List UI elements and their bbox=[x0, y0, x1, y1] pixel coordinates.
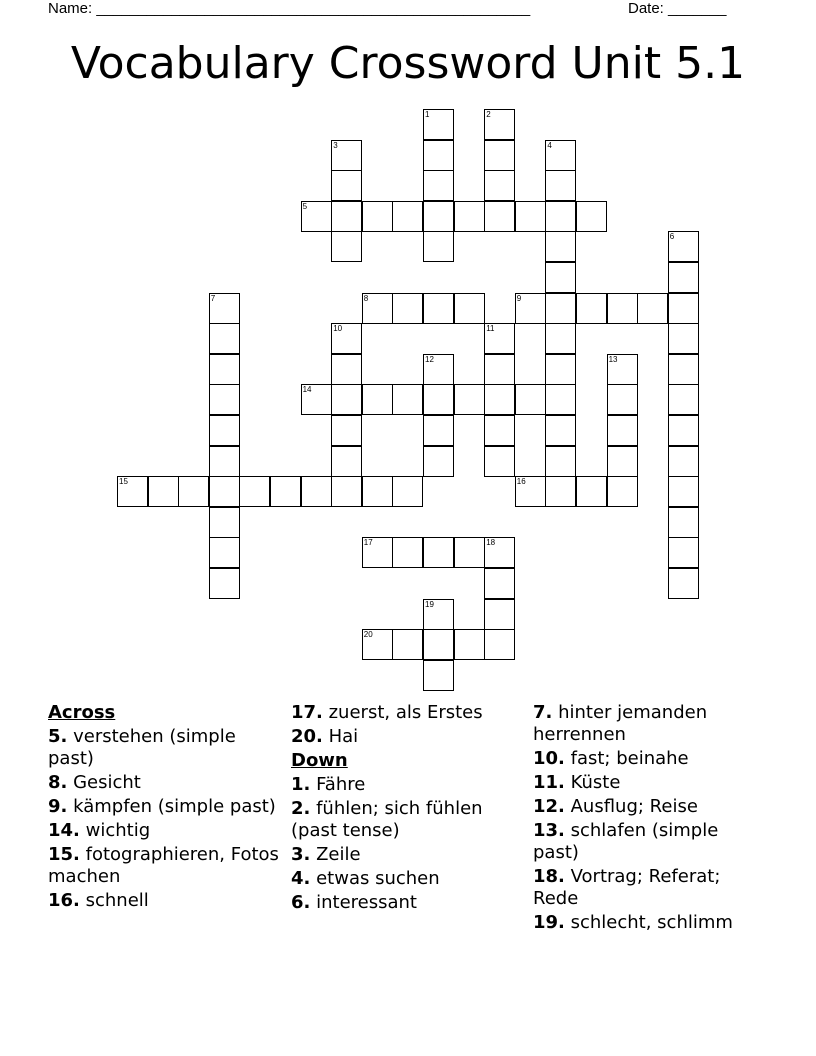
clue-number: 8 bbox=[363, 293, 369, 303]
across-clue bbox=[48, 796, 280, 818]
grid-cell[interactable] bbox=[484, 629, 515, 660]
clue-number: 13 bbox=[608, 354, 618, 364]
grid-cell[interactable] bbox=[331, 231, 362, 262]
grid-cell[interactable] bbox=[607, 293, 638, 324]
page-title: Vocabulary Crossword Unit 5.1 bbox=[70, 38, 746, 89]
clue-number: 3. bbox=[291, 844, 311, 865]
grid-cell[interactable] bbox=[484, 537, 515, 568]
grid-cell[interactable] bbox=[331, 201, 362, 232]
grid-cell[interactable] bbox=[301, 476, 332, 507]
clue-number: 20. bbox=[291, 726, 323, 747]
grid-cell[interactable] bbox=[668, 354, 699, 385]
grid-cell[interactable] bbox=[209, 323, 240, 354]
clue-number: 1. bbox=[291, 774, 311, 795]
grid-cell[interactable] bbox=[545, 170, 576, 201]
grid-cell[interactable] bbox=[331, 354, 362, 385]
across-clue bbox=[291, 702, 523, 724]
grid-cell[interactable] bbox=[331, 446, 362, 477]
down-clue bbox=[291, 798, 523, 842]
clue-number: 19 bbox=[425, 599, 434, 609]
grid-cell[interactable] bbox=[545, 140, 576, 171]
grid-cell[interactable] bbox=[423, 446, 454, 477]
clue-text: verstehen (simple past) bbox=[48, 726, 236, 769]
clue-number: 1 bbox=[425, 110, 430, 119]
clue-text: Fähre bbox=[310, 774, 366, 795]
grid-cell[interactable] bbox=[668, 476, 699, 507]
grid-cell[interactable] bbox=[148, 476, 179, 507]
across-clue bbox=[48, 820, 280, 842]
grid-cell[interactable] bbox=[423, 629, 454, 660]
grid-cell[interactable] bbox=[362, 476, 393, 507]
clue-text: zuerst, als Erstes bbox=[322, 702, 483, 723]
clue-number: 4. bbox=[291, 868, 311, 889]
grid-cell[interactable] bbox=[515, 476, 546, 507]
clue-text: hinter jemanden herrennen bbox=[533, 702, 708, 745]
grid-cell[interactable] bbox=[423, 415, 454, 446]
clue-number: 12. bbox=[533, 796, 565, 817]
grid-cell[interactable] bbox=[362, 201, 393, 232]
grid-cell[interactable] bbox=[484, 415, 515, 446]
clues-column-1 bbox=[48, 702, 280, 914]
grid-cell[interactable] bbox=[607, 476, 638, 507]
clue-number: 19. bbox=[533, 912, 565, 933]
down-clue-list bbox=[291, 774, 523, 914]
clue-number: 17. bbox=[291, 702, 323, 723]
clue-text: Küste bbox=[564, 772, 621, 793]
clue-number: 2 bbox=[486, 110, 491, 119]
down-clue bbox=[533, 748, 765, 770]
grid-cell[interactable] bbox=[454, 384, 485, 415]
clue-number: 14. bbox=[48, 820, 80, 841]
clue-number: 14 bbox=[302, 385, 312, 395]
clue-number: 18 bbox=[486, 538, 496, 548]
clue-number: 3 bbox=[333, 140, 338, 150]
grid-cell[interactable] bbox=[331, 384, 362, 415]
clue-number: 11. bbox=[533, 772, 565, 793]
grid-cell[interactable] bbox=[423, 354, 454, 385]
date-label: Date: bbox=[628, 0, 664, 17]
grid-cell[interactable] bbox=[637, 293, 668, 324]
down-clue bbox=[291, 868, 523, 890]
grid-cell[interactable] bbox=[576, 476, 607, 507]
grid-cell[interactable] bbox=[423, 201, 454, 232]
grid-cell[interactable] bbox=[545, 231, 576, 262]
clue-number: 5. bbox=[48, 726, 68, 747]
grid-cell[interactable] bbox=[239, 476, 270, 507]
grid-cell[interactable] bbox=[392, 476, 423, 507]
grid-cell[interactable] bbox=[331, 415, 362, 446]
down-clue bbox=[533, 702, 765, 746]
down-clue-list-continued bbox=[533, 702, 765, 934]
grid-cell[interactable] bbox=[607, 415, 638, 446]
grid-cell[interactable] bbox=[576, 201, 607, 232]
grid-cell[interactable] bbox=[209, 476, 240, 507]
grid-cell[interactable] bbox=[668, 507, 699, 538]
grid-cell[interactable] bbox=[454, 629, 485, 660]
grid-cell[interactable] bbox=[545, 476, 576, 507]
grid-cell[interactable] bbox=[209, 568, 240, 599]
grid-cell[interactable] bbox=[545, 201, 576, 232]
clue-number: 11 bbox=[486, 324, 495, 334]
clue-number: 17 bbox=[363, 538, 373, 548]
clue-text: interessant bbox=[310, 892, 417, 913]
grid-cell[interactable] bbox=[668, 293, 699, 324]
grid-cell[interactable] bbox=[301, 384, 332, 415]
grid-cell[interactable] bbox=[423, 231, 454, 262]
grid-cell[interactable] bbox=[331, 140, 362, 171]
across-heading: Across bbox=[48, 702, 116, 723]
grid-cell[interactable] bbox=[545, 323, 576, 354]
clue-text: kämpfen (simple past) bbox=[67, 796, 276, 817]
clue-text: Hai bbox=[322, 726, 359, 747]
across-clue bbox=[291, 726, 523, 748]
down-clue bbox=[533, 912, 765, 934]
grid-cell[interactable] bbox=[362, 537, 393, 568]
clue-number: 5 bbox=[302, 201, 308, 211]
grid-cell[interactable] bbox=[484, 201, 515, 232]
clue-number: 18. bbox=[533, 866, 565, 887]
grid-cell[interactable] bbox=[423, 140, 454, 171]
clue-number: 9 bbox=[516, 293, 522, 303]
grid-cell[interactable] bbox=[362, 293, 393, 324]
grid-cell[interactable] bbox=[515, 201, 546, 232]
grid-cell[interactable] bbox=[545, 354, 576, 385]
grid-cell[interactable] bbox=[392, 629, 423, 660]
grid-cell[interactable] bbox=[209, 293, 240, 324]
clue-text: Zeile bbox=[310, 844, 361, 865]
grid-cell[interactable] bbox=[545, 446, 576, 477]
clue-text: fühlen; sich fühlen (past tense) bbox=[291, 798, 483, 841]
grid-cell[interactable] bbox=[668, 384, 699, 415]
grid-cell[interactable] bbox=[178, 476, 209, 507]
clue-number: 9. bbox=[48, 796, 68, 817]
grid-cell[interactable] bbox=[484, 354, 515, 385]
grid-cell[interactable] bbox=[117, 476, 148, 507]
across-clue-list bbox=[48, 726, 280, 912]
down-clue bbox=[533, 772, 765, 794]
grid-cell[interactable] bbox=[545, 384, 576, 415]
grid-cell[interactable] bbox=[209, 507, 240, 538]
down-clue bbox=[291, 844, 523, 866]
grid-cell[interactable] bbox=[331, 170, 362, 201]
grid-cell[interactable] bbox=[668, 262, 699, 293]
grid-cell[interactable] bbox=[576, 293, 607, 324]
grid-cell[interactable] bbox=[484, 170, 515, 201]
grid-cell[interactable] bbox=[484, 446, 515, 477]
clue-text: schlecht, schlimm bbox=[564, 912, 733, 933]
clue-number: 20 bbox=[363, 630, 373, 640]
grid-cell[interactable] bbox=[668, 323, 699, 354]
grid-cell[interactable] bbox=[668, 537, 699, 568]
grid-cell[interactable] bbox=[484, 323, 515, 354]
grid-cell[interactable] bbox=[454, 293, 485, 324]
down-clue bbox=[533, 820, 765, 864]
grid-cell[interactable] bbox=[209, 446, 240, 477]
clue-text: Gesicht bbox=[67, 772, 141, 793]
clue-number: 15 bbox=[119, 477, 128, 487]
clue-text: Ausflug; Reise bbox=[564, 796, 698, 817]
grid-cell[interactable] bbox=[484, 109, 515, 140]
grid-cell[interactable] bbox=[331, 323, 362, 354]
grid-cell[interactable] bbox=[392, 293, 423, 324]
clue-number: 15. bbox=[48, 844, 80, 865]
grid-cell[interactable] bbox=[209, 354, 240, 385]
clue-number: 7. bbox=[533, 702, 553, 723]
down-clue bbox=[533, 866, 765, 910]
grid-cell[interactable] bbox=[454, 537, 485, 568]
grid-cell[interactable] bbox=[545, 262, 576, 293]
clue-text: schlafen (simple past) bbox=[533, 820, 719, 863]
grid-cell[interactable] bbox=[484, 568, 515, 599]
grid-cell[interactable] bbox=[392, 201, 423, 232]
grid-cell[interactable] bbox=[362, 384, 393, 415]
grid-cell[interactable] bbox=[607, 354, 638, 385]
grid-cell[interactable] bbox=[331, 476, 362, 507]
clue-text: fotographieren, Fotos machen bbox=[48, 844, 279, 887]
grid-cell[interactable] bbox=[668, 446, 699, 477]
grid-cell[interactable] bbox=[209, 415, 240, 446]
grid-cell[interactable] bbox=[392, 537, 423, 568]
across-clue bbox=[48, 890, 280, 912]
grid-cell[interactable] bbox=[545, 293, 576, 324]
clue-number: 16. bbox=[48, 890, 80, 911]
clue-number: 16 bbox=[516, 477, 526, 487]
grid-cell[interactable] bbox=[423, 599, 454, 630]
date-line: _______ bbox=[668, 0, 727, 17]
clue-text: Vortrag; Referat; Rede bbox=[533, 866, 721, 909]
clue-text: fast; beinahe bbox=[564, 748, 689, 769]
grid-cell[interactable] bbox=[423, 293, 454, 324]
clue-text: schnell bbox=[79, 890, 149, 911]
grid-cell[interactable] bbox=[668, 231, 699, 262]
name-line: ____________________________________________________ bbox=[96, 0, 531, 17]
name-label: Name: bbox=[48, 0, 93, 17]
grid-cell[interactable] bbox=[423, 384, 454, 415]
clue-number: 7 bbox=[210, 293, 216, 303]
clues-column-2 bbox=[291, 702, 523, 916]
across-clue bbox=[48, 844, 280, 888]
grid-cell[interactable] bbox=[209, 384, 240, 415]
down-clue bbox=[291, 774, 523, 796]
grid-cell[interactable] bbox=[209, 537, 240, 568]
grid-cell[interactable] bbox=[515, 384, 546, 415]
clue-text: etwas suchen bbox=[310, 868, 440, 889]
across-clue-list-continued bbox=[291, 702, 523, 748]
grid-cell[interactable] bbox=[392, 384, 423, 415]
across-clue bbox=[48, 772, 280, 794]
grid-cell[interactable] bbox=[423, 537, 454, 568]
grid-cell[interactable] bbox=[423, 170, 454, 201]
clues-column-3 bbox=[533, 702, 765, 936]
grid-cell[interactable] bbox=[484, 384, 515, 415]
across-clue bbox=[48, 726, 280, 770]
grid-cell[interactable] bbox=[423, 109, 454, 140]
clue-number: 10. bbox=[533, 748, 565, 769]
grid-cell[interactable] bbox=[423, 660, 454, 691]
grid-cell[interactable] bbox=[668, 415, 699, 446]
down-heading: Down bbox=[291, 750, 348, 771]
grid-cell[interactable] bbox=[362, 629, 393, 660]
grid-cell[interactable] bbox=[607, 446, 638, 477]
grid-cell[interactable] bbox=[607, 384, 638, 415]
clue-number: 8. bbox=[48, 772, 68, 793]
grid-cell[interactable] bbox=[484, 599, 515, 630]
down-clue bbox=[533, 796, 765, 818]
clue-number: 6 bbox=[669, 232, 675, 242]
grid-cell[interactable] bbox=[545, 415, 576, 446]
clue-number: 4 bbox=[547, 140, 552, 150]
down-clue bbox=[291, 892, 523, 914]
clue-number: 12 bbox=[425, 354, 434, 364]
clue-number: 6. bbox=[291, 892, 311, 913]
clue-number: 13. bbox=[533, 820, 565, 841]
clue-number: 2. bbox=[291, 798, 311, 819]
grid-cell[interactable] bbox=[301, 201, 332, 232]
grid-cell[interactable] bbox=[515, 293, 546, 324]
grid-cell[interactable] bbox=[668, 568, 699, 599]
grid-cell[interactable] bbox=[484, 140, 515, 171]
clue-number: 10 bbox=[333, 324, 343, 334]
grid-cell[interactable] bbox=[270, 476, 301, 507]
clue-text: wichtig bbox=[79, 820, 151, 841]
grid-cell[interactable] bbox=[454, 201, 485, 232]
